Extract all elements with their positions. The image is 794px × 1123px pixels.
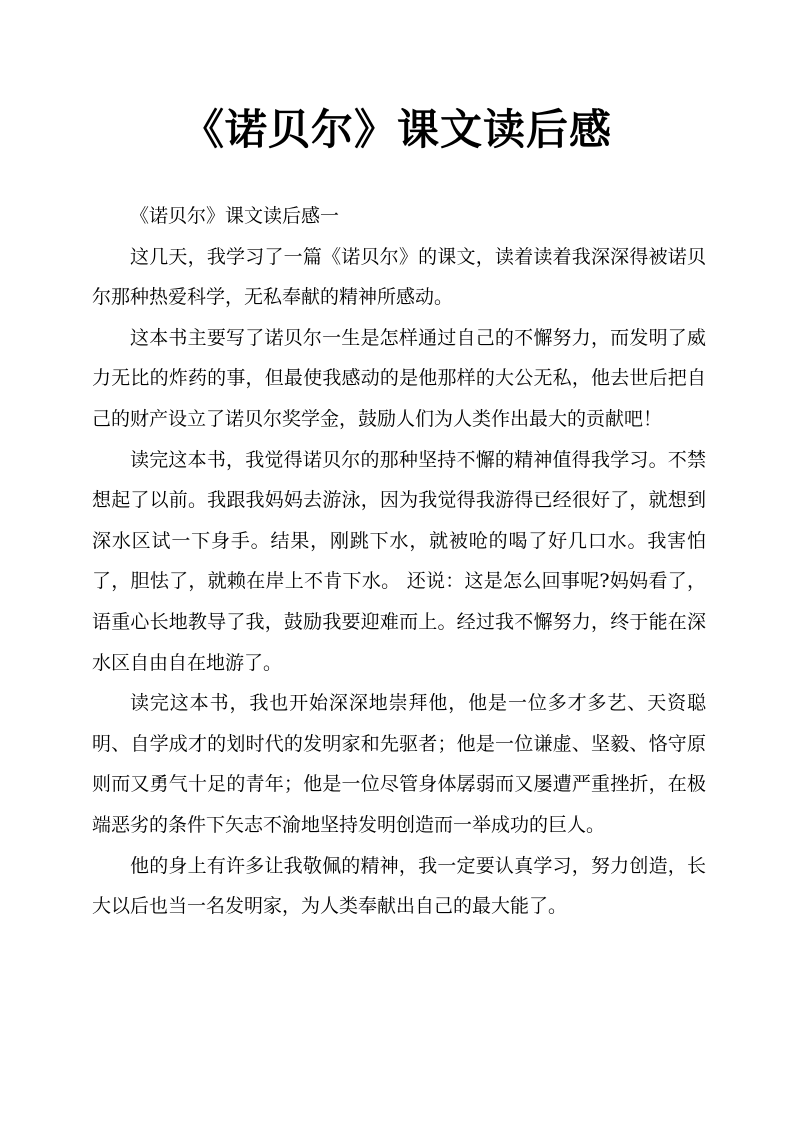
paragraph-2: 这本书主要写了诺贝尔一生是怎样通过自己的不懈努力，而发明了威力无比的炸药的事，但最使我感动的是他那样的大公无私，他去世后把自己的财产设立了诺贝尔奖学金，鼓励人们为人类作出最大的贡献吧！ [92, 326, 706, 430]
paragraph-1: 这几天，我学习了一篇《诺贝尔》的课文，读着读着我深深得被诺贝尔那种热爱科学，无私奉献的精神所感动。 [92, 245, 706, 309]
section-subtitle: 《诺贝尔》课文读后感一 [130, 205, 340, 227]
document-body [92, 196, 706, 927]
paragraph-4: 读完这本书，我也开始深深地崇拜他，他是一位多才多艺、天资聪明、自学成才的划时代的发明家和先驱者；他是一位谦虚、坚毅、恪守原则而又勇气十足的青年；他是一位尽管身体孱弱而又屡遭严重挫折，在极端恶劣的条件下矢志不渝地坚持发明创造而一举成功的巨人。 [92, 692, 706, 836]
paragraph-3: 读完这本书，我觉得诺贝尔的那种坚持不懈的精神值得我学习。不禁想起了以前。我跟我妈妈去游泳，因为我觉得我游得已经很好了，就想到深水区试一下身手。结果，刚跳下水，就被呛的喝了好几口水。我害怕了，胆怯了，就赖在岸上不肯下水。 还说：这是怎么回事呢?妈妈看了，语重心长地教导了我，鼓励我要迎难而上。经过我不懈努力，终于能在深水区自由自在地游了。 [92, 448, 706, 674]
document-title: 《诺贝尔》课文读后感 [181, 105, 612, 154]
paragraph-5: 他的身上有许多让我敬佩的精神，我一定要认真学习，努力创造，长大以后也当一名发明家，为人类奉献出自己的最大能了。 [92, 854, 706, 918]
